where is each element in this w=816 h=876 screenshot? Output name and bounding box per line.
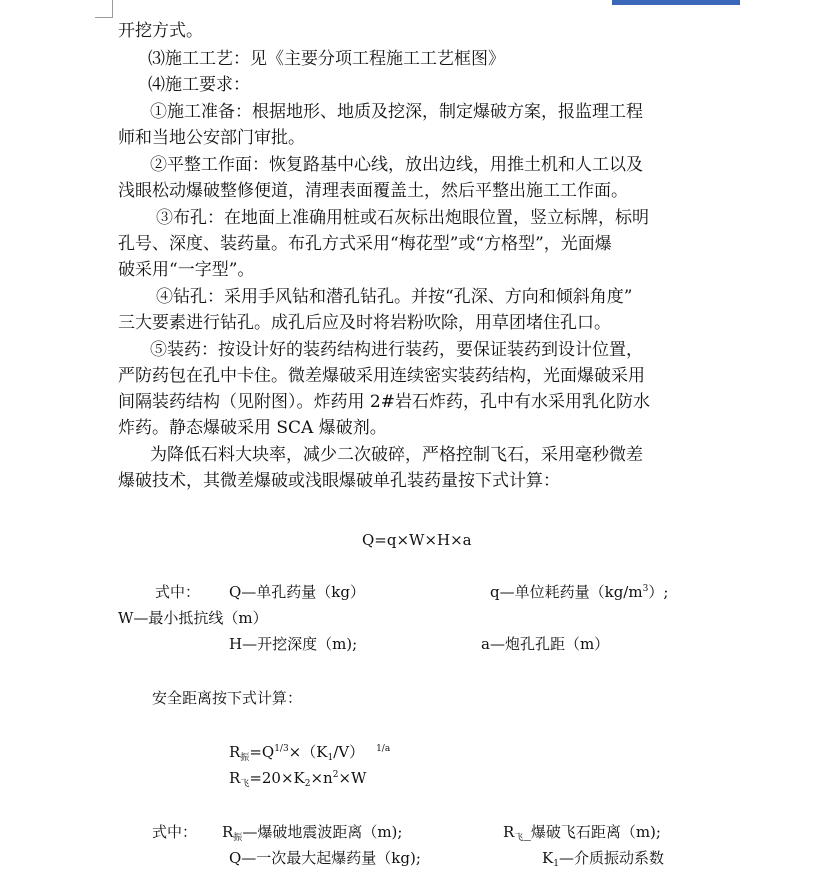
crop-mark-horizontal	[95, 17, 113, 18]
text-line: 严防药包在孔中卡住。微差爆破采用连续密实装药结构，光面爆破采用	[118, 366, 645, 386]
formula-seismic-subscript: 振	[240, 753, 250, 763]
legend-label: 式中：	[155, 583, 201, 601]
text-line: ⑶施工工艺：见《主要分项工程施工工艺框图》	[148, 49, 505, 69]
legend2-flyrock-subscript: 飞	[514, 833, 524, 843]
crop-mark-vertical	[112, 0, 113, 17]
text-line: 间隔装药结构（见附图）。炸药用 2#岩石炸药，孔中有水采用乳化防水	[118, 392, 650, 412]
text-line: 炸药。静态爆破采用 SCA 爆破剂。	[118, 418, 387, 438]
text-line: 爆破技术，其微差爆破或浅眼爆破单孔装药量按下式计算：	[118, 471, 560, 491]
text-line: 师和当地公安部门审批。	[118, 128, 305, 148]
formula-seismic-k-subscript: 1	[327, 753, 334, 763]
formula-seismic-cube-root: 1/3	[274, 744, 289, 754]
formula-flyrock-R: R	[229, 769, 241, 787]
text-line: ④钻孔：采用手风钻和潜孔钻孔。并按“孔深、方向和倾斜角度”	[156, 287, 633, 307]
formula-seismic-eq: =Q	[249, 743, 275, 761]
safety-intro: 安全距离按下式计算：	[152, 689, 303, 707]
legend2-Q: Q—一次最大起爆药量（kg);	[229, 849, 421, 867]
text-line: ②平整工作面：恢复路基中心线，放出边线，用推土机和人工以及	[150, 155, 643, 175]
legend2-flyrock	[503, 820, 661, 844]
formula-flyrock-end: ×W	[338, 769, 367, 787]
formula-flyrock	[229, 766, 366, 790]
text-line: 三大要素进行钻孔。成孔后应及时将岩粉吹除，用草团堵住孔口。	[118, 313, 611, 333]
legend2-K	[542, 846, 664, 870]
legend2-label: 式中：	[152, 823, 198, 841]
formula-charge: Q=q×W×H×a	[362, 531, 472, 549]
formula-flyrock-mid: ×n	[310, 769, 333, 787]
legend-q-end: ）;	[648, 583, 669, 601]
legend-a: a—炮孔孔距（m）	[481, 635, 610, 653]
text-line: 破采用“一字型”。	[118, 260, 255, 280]
legend-q-text: q—单位耗药量（kg/m	[490, 583, 643, 601]
legend-Q: Q—单孔药量（kg）	[229, 583, 365, 601]
legend2-K-letter: K	[542, 849, 554, 867]
legend-q	[490, 580, 668, 604]
legend2-K-text: —介质振动系数	[558, 849, 664, 867]
legend2-seismic	[222, 820, 402, 844]
legend2-flyrock-text: _爆破飞石距离（m);	[523, 823, 661, 841]
legend2-seismic-R: R	[222, 823, 234, 841]
legend2-K-subscript: 1	[553, 859, 559, 869]
legend-H: H—开挖深度（m);	[229, 635, 358, 653]
formula-seismic	[229, 740, 390, 764]
formula-flyrock-k-subscript: 2	[304, 779, 311, 789]
text-line: 浅眼松动爆破整修便道，清理表面覆盖土，然后平整出施工工作面。	[118, 181, 628, 201]
text-line: ①施工准备：根据地形、地质及挖深，制定爆破方案，报监理工程	[150, 102, 643, 122]
formula-seismic-exponent: 1/a	[376, 744, 391, 754]
text-line: 为降低石料大块率，减少二次破碎，严格控制飞石，采用毫秒微差	[150, 445, 643, 465]
legend-q-superscript: 3	[642, 584, 649, 594]
text-line: ⑷施工要求：	[148, 75, 250, 95]
legend2-seismic-text: —爆破地震波距离（m);	[242, 823, 403, 841]
formula-seismic-R: R	[229, 743, 241, 761]
text-line: 开挖方式。	[118, 21, 203, 41]
legend2-seismic-subscript: 振	[233, 833, 243, 843]
legend2-flyrock-R: R	[503, 823, 515, 841]
legend-W: W—最小抵抗线（m）	[118, 609, 268, 627]
formula-seismic-end: /V）	[333, 743, 365, 761]
text-line: ⑤装药：按设计好的装药结构进行装药，要保证装药到设计位置，	[150, 340, 643, 360]
formula-flyrock-eq: =20×K	[249, 769, 305, 787]
formula-seismic-mid: ×（K	[288, 743, 328, 761]
formula-flyrock-subscript: 飞	[240, 779, 250, 789]
formula-flyrock-superscript: 2	[332, 770, 339, 780]
text-line: ③布孔：在地面上准确用桩或石灰标出炮眼位置，竖立标牌，标明	[156, 208, 649, 228]
text-line: 孔号、深度、装药量。布孔方式采用“梅花型”或“方格型”，光面爆	[118, 234, 612, 254]
header-tab-strip	[612, 0, 740, 5]
